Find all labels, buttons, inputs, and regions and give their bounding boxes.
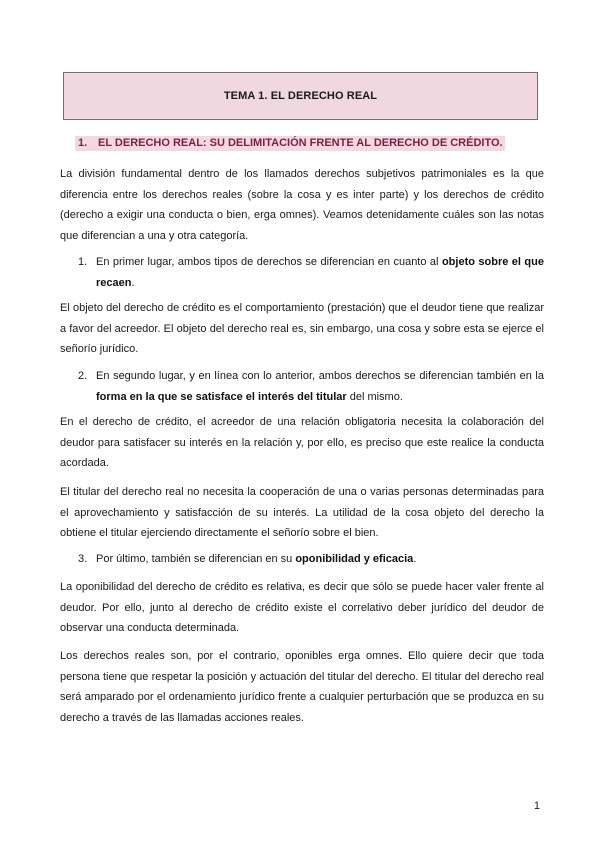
paragraph-2: En el derecho de crédito, el acreedor de una relación obligatoria necesita la colaboración del deudor para satisfacer su interés en la relación y, por ello, es preciso que este realice la conducta acordada. (60, 416, 544, 470)
page-number: 1 (533, 800, 540, 812)
document-title: TEMA 1. EL DERECHO REAL (223, 90, 378, 102)
list-item-2-bold: forma en la que se satisface el interés del titular (96, 390, 347, 403)
section-number: 1. (78, 137, 88, 149)
list-item-1-text: En primer lugar, ambos tipos de derechos se diferencian en cuanto al (96, 256, 442, 268)
paragraph-5: Los derechos reales son, por el contrario, oponibles erga omnes. Ello quiere decir que toda persona tiene que respetar la posición y actuación del titular del derecho. El titular del derecho real será amparado por el ordenamiento jurídico frente a cualquier perturbación que se produzca en su derecho a través de las llamadas acciones reales. (60, 650, 544, 724)
list-item-2-end: del mismo. (346, 390, 403, 403)
list-item-1-bold: objeto sobre el que recaen (96, 256, 544, 289)
section-heading (75, 136, 505, 151)
list-item-2-number: 2. (78, 370, 88, 382)
list-item-2 (78, 366, 544, 407)
section-heading-text: EL DERECHO REAL: SU DELIMITACIÓN FRENTE AL DERECHO DE CRÉDITO. (98, 137, 503, 149)
list-item-3-end: . (413, 553, 417, 565)
list-item-3-text: Por último, también se diferencian en su (96, 553, 296, 565)
list-item-3 (78, 549, 544, 570)
list-item-2-text: En segundo lugar, y en línea con lo anterior, ambos derechos se diferencian también en la (96, 370, 544, 382)
paragraph-3: El titular del derecho real no necesita la cooperación de una o varias personas determinadas para el aprovechamiento y satisfacción de su interés. La utilidad de la cosa objeto del derecho la obtiene el titular ejerciendo directamente el señorío sobre el bien. (60, 486, 544, 540)
list-item-3-bold: oponibilidad y eficacia (295, 553, 414, 565)
paragraph-4: La oponibilidad del derecho de crédito es relativa, es decir que sólo se puede hacer valer frente al deudor. Por ello, junto al derecho de crédito existe el correlativo deber jurídico del deudor de observar una conducta determinada. (60, 581, 544, 635)
list-item-1 (78, 252, 544, 293)
intro-paragraph: La división fundamental dentro de los llamados derechos subjetivos patrimoniales es la que diferencia entre los derechos reales (sobre la cosa y es inter parte) y los derechos de crédito (derecho a exigir una conducta o bien, erga omnes). Veamos detenidamente cuáles son las notas que diferencian a una y otra categoría. (60, 168, 544, 242)
list-item-1-end: . (131, 276, 135, 289)
list-item-3-number: 3. (78, 553, 88, 565)
paragraph-1: El objeto del derecho de crédito es el comportamiento (prestación) que el deudor tiene que realizar a favor del acreedor. El objeto del derecho real es, sin embargo, una cosa y sobre esta se ejerce el señorío jurídico. (60, 302, 544, 356)
list-item-1-number: 1. (78, 256, 88, 268)
document-title-box (63, 72, 538, 120)
